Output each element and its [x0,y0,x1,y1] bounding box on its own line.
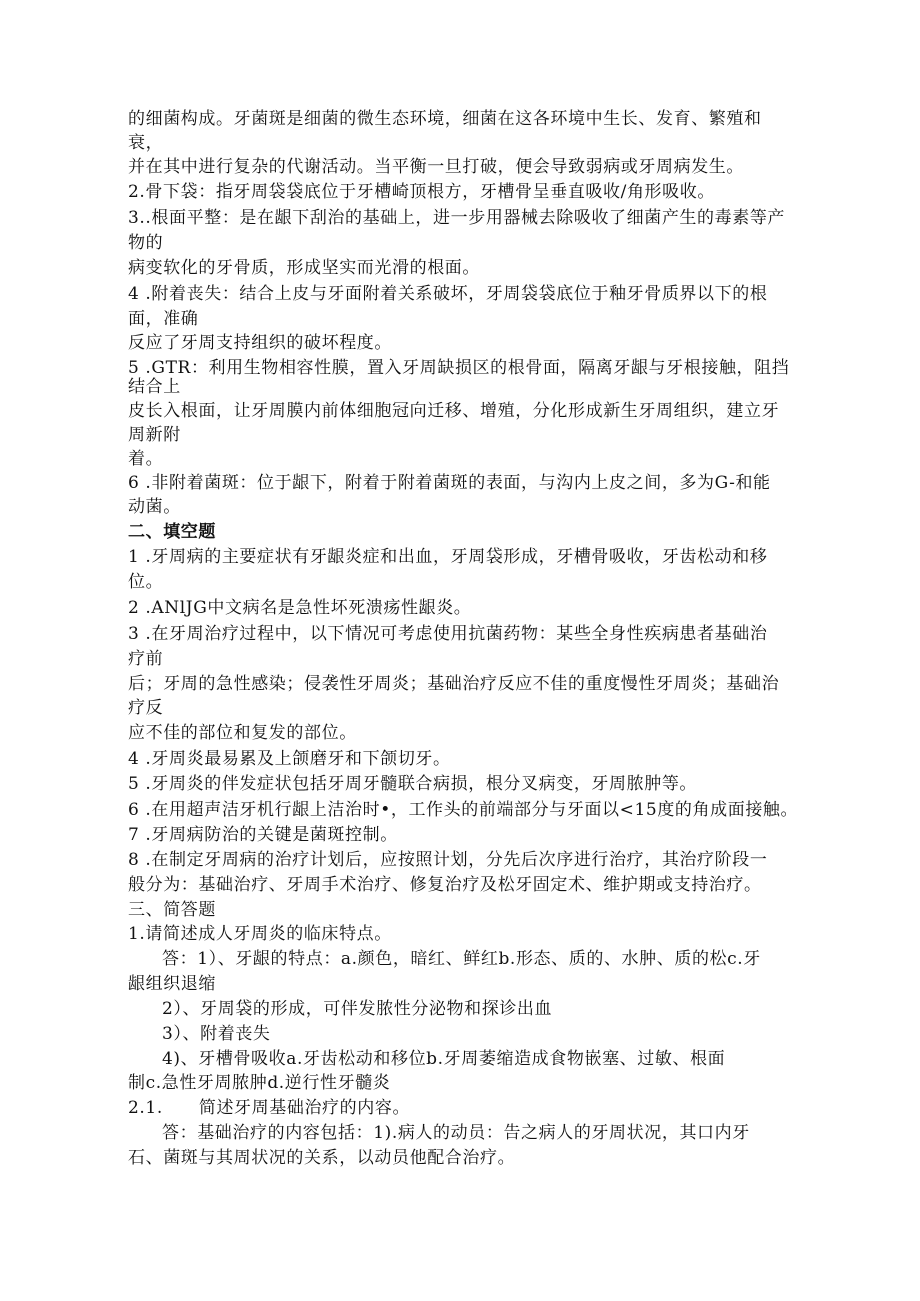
text-line: 答：1）、牙龈的特点：a.颜色，暗红、鲜红b.形态、质的、水肿、质的松c.牙 [162,949,761,969]
text-line: 7 .牙周病防治的关键是菌斑控制。 [128,825,398,845]
text-line: 的细菌构成。牙菌斑是细菌的微生态环境，细菌在这各环境中生长、发育、繁殖和 [128,109,762,129]
text-line: 石、菌斑与其周状况的关系，以动员他配合治疗。 [128,1148,516,1168]
text-line: 5 .牙周炎的伴发症状包括牙周牙髓联合病损，根分叉病变，牙周脓肿等。 [128,774,698,794]
text-line: 2 .ANlJG中文病名是急性坏死溃疡性龈炎。 [128,598,472,618]
text-line: 2.骨下袋：指牙周袋袋底位于牙槽崎顶根方，牙槽骨呈垂直吸收/角形吸收。 [128,182,715,202]
text-line: 3 .在牙周治疗过程中，以下情况可考虑使用抗菌药物：某些全身性疾病患者基础治 [128,624,768,644]
text-line: 8 .在制定牙周病的治疗计划后，应按照计划，分先后次序进行治疗，其治疗阶段一 [128,850,768,870]
text-line: 面，准确 [128,309,199,329]
text-line: 衰， [128,133,164,153]
text-line: 2）、牙周袋的形成，可伴发脓性分泌物和探诊出血 [162,999,553,1019]
text-line: 结合上 [128,377,181,397]
section-heading-short-answer: 三、简答题 [128,900,216,920]
question-title: 2.1. 简述牙周基础治疗的内容。 [128,1098,411,1118]
text-line: 3）、附着丧失 [162,1024,271,1044]
text-line: 答：基础治疗的内容包括：1).病人的动员：告之病人的牙周状况，其口内牙 [162,1123,750,1143]
text-line: 般分为：基础治疗、牙周手术治疗、修复治疗及松牙固定术、维护期或支持治疗。 [128,875,762,895]
text-line: 病变软化的牙骨质，形成坚实而光滑的根面。 [128,258,480,278]
text-line: 4)、牙槽骨吸收a.牙齿松动和移位b.牙周萎缩造成食物嵌塞、过敏、根面 [162,1049,726,1069]
text-line: 龈组织退缩 [128,974,216,994]
text-line: 动菌。 [128,497,181,517]
text-line: 皮长入根面，让牙周膜内前体细胞冠向迁移、增殖，分化形成新生牙周组织，建立牙 [128,401,780,421]
text-line: 4 .附着丧失：结合上皮与牙面附着关系破坏，牙周袋袋底位于釉牙骨质界以下的根 [128,284,768,304]
text-line: 着。 [128,449,164,469]
text-line: 6 .非附着菌斑：位于龈下，附着于附着菌斑的表面，与沟内上皮之间，多为G-和能 [128,473,771,493]
text-line: 4 .牙周炎最易累及上颌磨牙和下颌切牙。 [128,749,451,769]
text-line: 制c.急性牙周脓肿d.逆行性牙髓炎 [128,1073,391,1093]
text-line: 周新附 [128,425,181,445]
text-line: 反应了牙周支持组织的破坏程度。 [128,333,392,353]
text-line: 并在其中进行复杂的代谢活动。当平衡一旦打破，便会导致弱病或牙周病发生。 [128,157,744,177]
text-line: 6 .在用超声洁牙机行龈上洁治时•，工作头的前端部分与牙面以<15度的角成面接触。 [128,800,799,820]
text-line: 5 .GTR：利用生物相容性膜，置入牙周缺损区的根骨面，隔离牙龈与牙根接触，阻挡 [128,358,790,378]
text-line: 疗反 [128,698,164,718]
text-line: 应不佳的部位和复发的部位。 [128,723,357,743]
text-line: 物的 [128,233,164,253]
text-line: 3..根面平整：是在龈下刮治的基础上，进一步用器械去除吸收了细菌产生的毒素等产 [128,208,786,228]
text-line: 后；牙周的急性感染；侵袭性牙周炎；基础治疗反应不佳的重度慢性牙周炎；基础治 [128,674,780,694]
text-line: 1 .牙周病的主要症状有牙龈炎症和出血，牙周袋形成，牙槽骨吸收，牙齿松动和移 [128,547,768,567]
section-heading-fill-in: 二、填空题 [128,522,216,542]
text-line: 疗前 [128,649,164,669]
text-line: 位。 [128,572,164,592]
question-title: 1.请简述成人牙周炎的临床特点。 [128,924,392,944]
